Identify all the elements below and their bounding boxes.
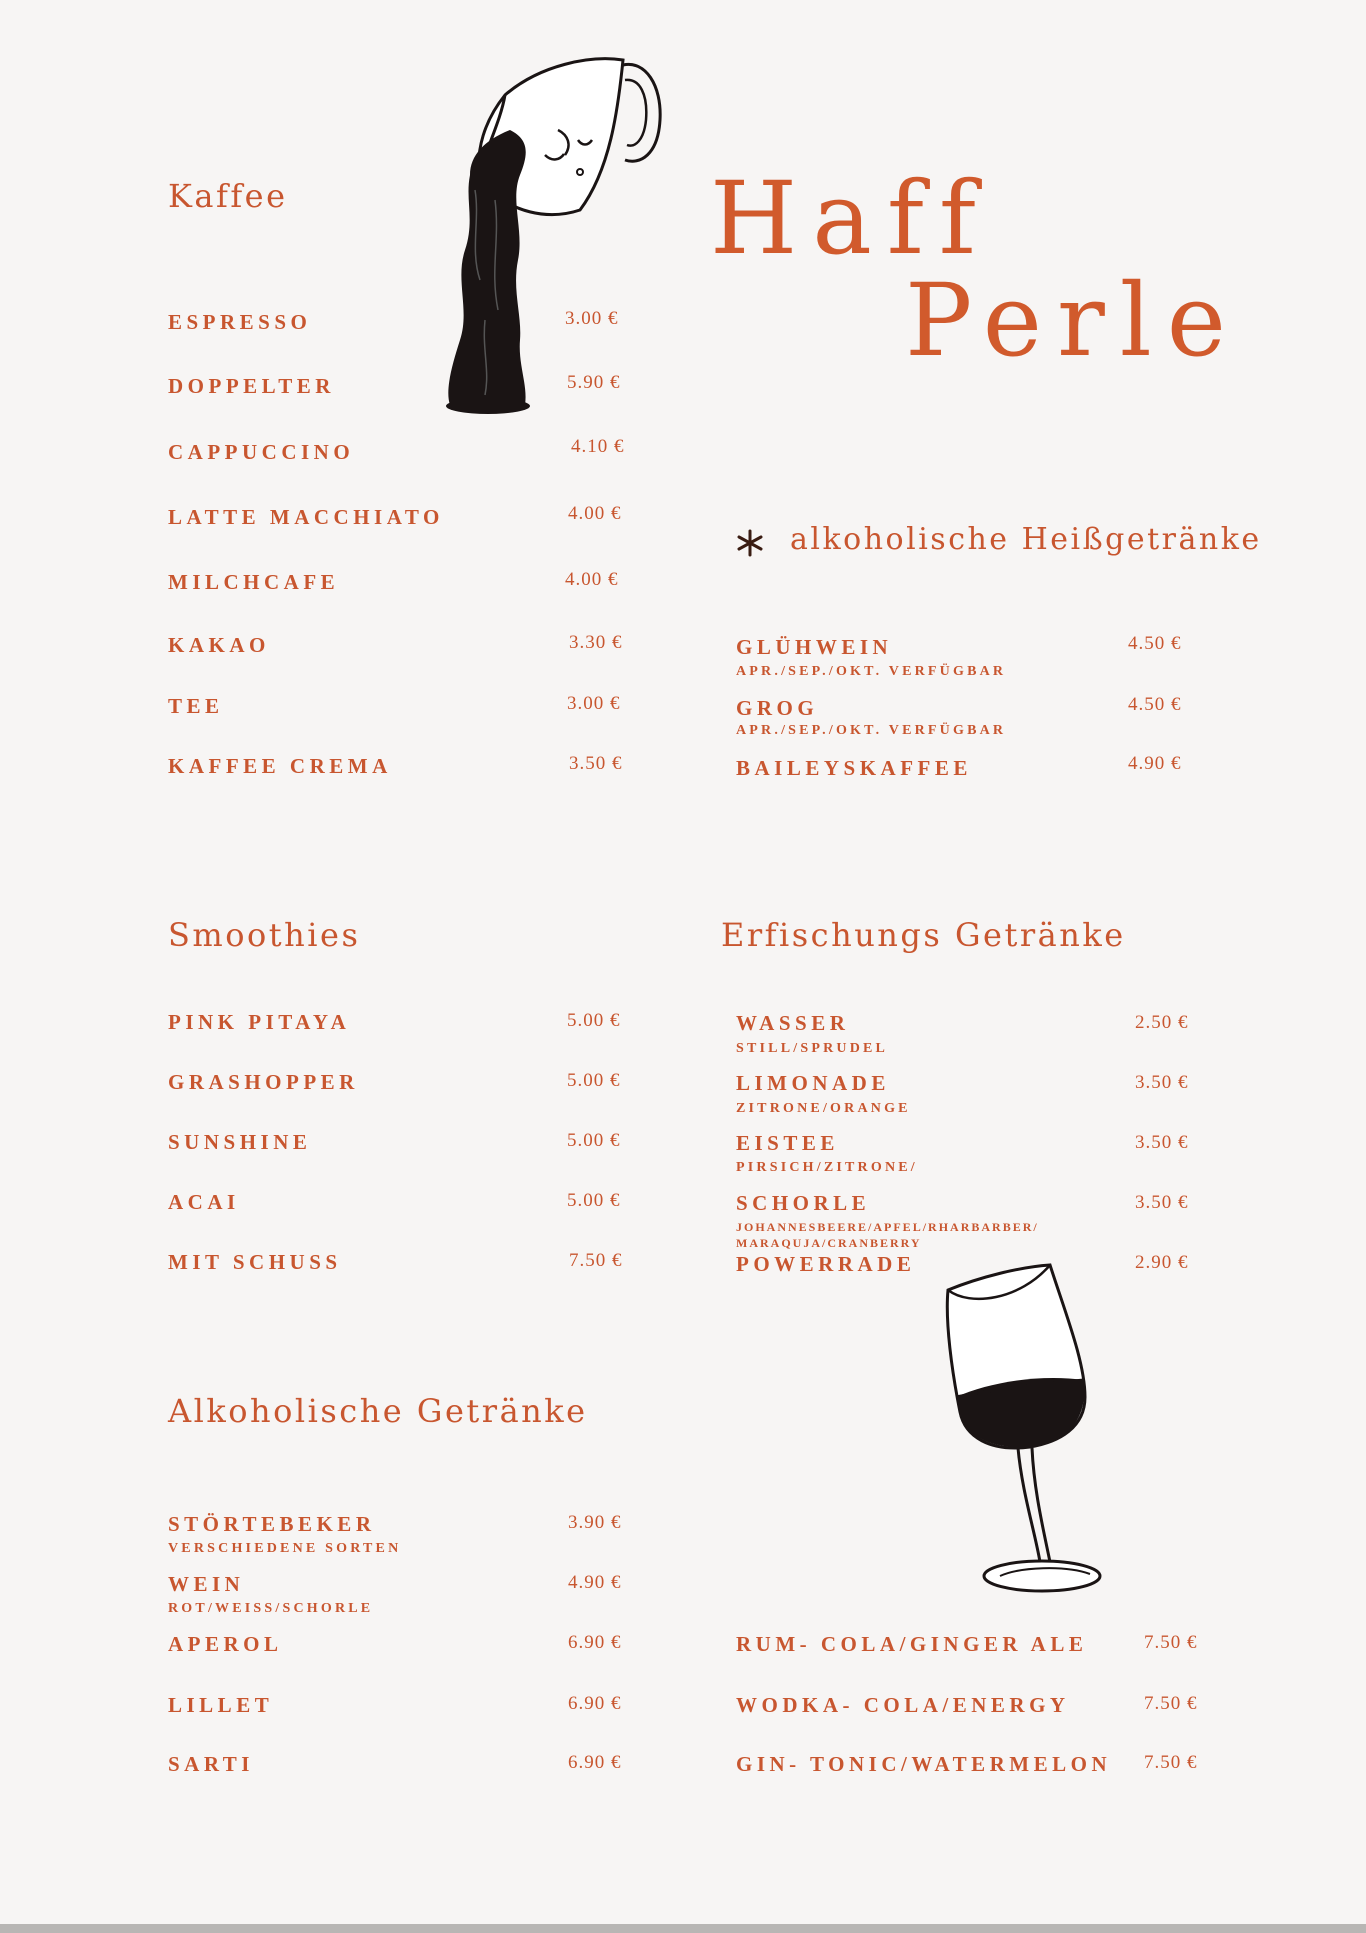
menu-item-price: 6.90 € <box>568 1752 622 1773</box>
menu-item-price: 4.00 € <box>565 569 619 590</box>
menu-item-name: GRASHOPPER <box>168 1070 359 1094</box>
menu-item-name: MIT SCHUSS <box>168 1250 342 1274</box>
menu-item-note: APR./SEP./OKT. VERFÜGBAR <box>736 723 1007 738</box>
menu-item-price: 7.50 € <box>1144 1693 1198 1714</box>
menu-item-price: 3.90 € <box>568 1512 622 1533</box>
menu-item-name: EISTEE <box>736 1131 839 1155</box>
menu-item-price: 5.00 € <box>567 1070 621 1091</box>
menu-item-note: PIRSICH/ZITRONE/ <box>736 1160 918 1175</box>
menu-item-note: STILL/SPRUDEL <box>736 1041 889 1056</box>
menu-item-price: 5.00 € <box>567 1010 621 1031</box>
menu-item-note: VERSCHIEDENE SORTEN <box>168 1541 402 1556</box>
menu-item-name: SARTI <box>168 1752 254 1776</box>
menu-item-price: 7.50 € <box>569 1250 623 1271</box>
menu-item-name: LILLET <box>168 1693 274 1717</box>
menu-item-name: APEROL <box>168 1632 283 1656</box>
menu-item-note: ROT/WEISS/SCHORLE <box>168 1601 374 1616</box>
menu-item-price: 5.90 € <box>567 372 621 393</box>
menu-item-price: 2.90 € <box>1135 1252 1189 1273</box>
smoothies-title: Smoothies <box>168 916 361 954</box>
menu-item-price: 2.50 € <box>1135 1012 1189 1033</box>
menu-item-price: 4.00 € <box>568 503 622 524</box>
menu-item-price: 7.50 € <box>1144 1632 1198 1653</box>
menu-item-price: 3.50 € <box>1135 1072 1189 1093</box>
erfrischung-title: Erfischungs Getränke <box>721 916 1126 954</box>
menu-item-name: STÖRTEBEKER <box>168 1512 376 1536</box>
menu-item-name: RUM- COLA/GINGER ALE <box>736 1632 1088 1656</box>
menu-item-price: 4.90 € <box>1128 753 1182 774</box>
menu-item-name: WASSER <box>736 1011 850 1035</box>
menu-item-name: ESPRESSO <box>168 310 312 334</box>
menu-item-price: 5.00 € <box>567 1130 621 1151</box>
pouring-coffee-cup-icon <box>440 50 670 420</box>
menu-item-name: WODKA- COLA/ENERGY <box>736 1693 1070 1717</box>
menu-item-name: GIN- TONIC/WATERMELON <box>736 1752 1112 1776</box>
menu-item-name: SUNSHINE <box>168 1130 312 1154</box>
menu-item-name: KAKAO <box>168 633 270 657</box>
brand-line-1: Haff <box>710 160 991 277</box>
alkohol-title: Alkoholische Getränke <box>168 1392 588 1430</box>
menu-item-name: MILCHCAFE <box>168 570 340 594</box>
menu-item-name: PINK PITAYA <box>168 1010 351 1034</box>
menu-item-name: WEIN <box>168 1572 245 1596</box>
menu-item-note: ZITRONE/ORANGE <box>736 1101 911 1116</box>
kaffee-title: Kaffee <box>168 177 288 215</box>
brand-line-2: Perle <box>905 262 1241 379</box>
page-bottom-edge <box>0 1924 1366 1933</box>
menu-item-price: 3.30 € <box>569 632 623 653</box>
menu-item-note: JOHANNESBEERE/APFEL/RHARBARBER/ <box>736 1220 1039 1234</box>
menu-item-name: TEE <box>168 694 224 718</box>
menu-item-price: 4.10 € <box>571 436 625 457</box>
menu-item-price: 6.90 € <box>568 1693 622 1714</box>
wine-glass-icon <box>940 1262 1125 1612</box>
heiss-title: alkoholische Heißgetränke <box>790 522 1262 557</box>
menu-item-price: 3.00 € <box>567 693 621 714</box>
menu-item-price: 3.50 € <box>1135 1132 1189 1153</box>
menu-item-price: 3.00 € <box>565 308 619 329</box>
menu-item-price: 3.50 € <box>1135 1192 1189 1213</box>
menu-item-price: 7.50 € <box>1144 1752 1198 1773</box>
menu-item-name: ACAI <box>168 1190 240 1214</box>
menu-item-name: KAFFEE CREMA <box>168 754 392 778</box>
menu-item-name: LATTE MACCHIATO <box>168 505 444 529</box>
menu-item-name: GLÜHWEIN <box>736 635 893 659</box>
menu-item-name: BAILEYSKAFFEE <box>736 756 972 780</box>
menu-item-note: MARAQUJA/CRANBERRY <box>736 1236 922 1250</box>
menu-item-price: 6.90 € <box>568 1632 622 1653</box>
menu-item-price: 4.50 € <box>1128 633 1182 654</box>
menu-item-price: 3.50 € <box>569 753 623 774</box>
menu-item-name: CAPPUCCINO <box>168 440 355 464</box>
menu-item-name: DOPPELTER <box>168 374 335 398</box>
asterisk-icon <box>736 529 764 557</box>
menu-item-name: LIMONADE <box>736 1071 890 1095</box>
menu-item-price: 5.00 € <box>567 1190 621 1211</box>
menu-item-price: 4.50 € <box>1128 694 1182 715</box>
menu-item-name: GROG <box>736 696 819 720</box>
menu-item-price: 4.90 € <box>568 1572 622 1593</box>
menu-item-name: SCHORLE <box>736 1191 871 1215</box>
menu-item-note: APR./SEP./OKT. VERFÜGBAR <box>736 664 1007 679</box>
menu-item-name: POWERRADE <box>736 1252 916 1276</box>
